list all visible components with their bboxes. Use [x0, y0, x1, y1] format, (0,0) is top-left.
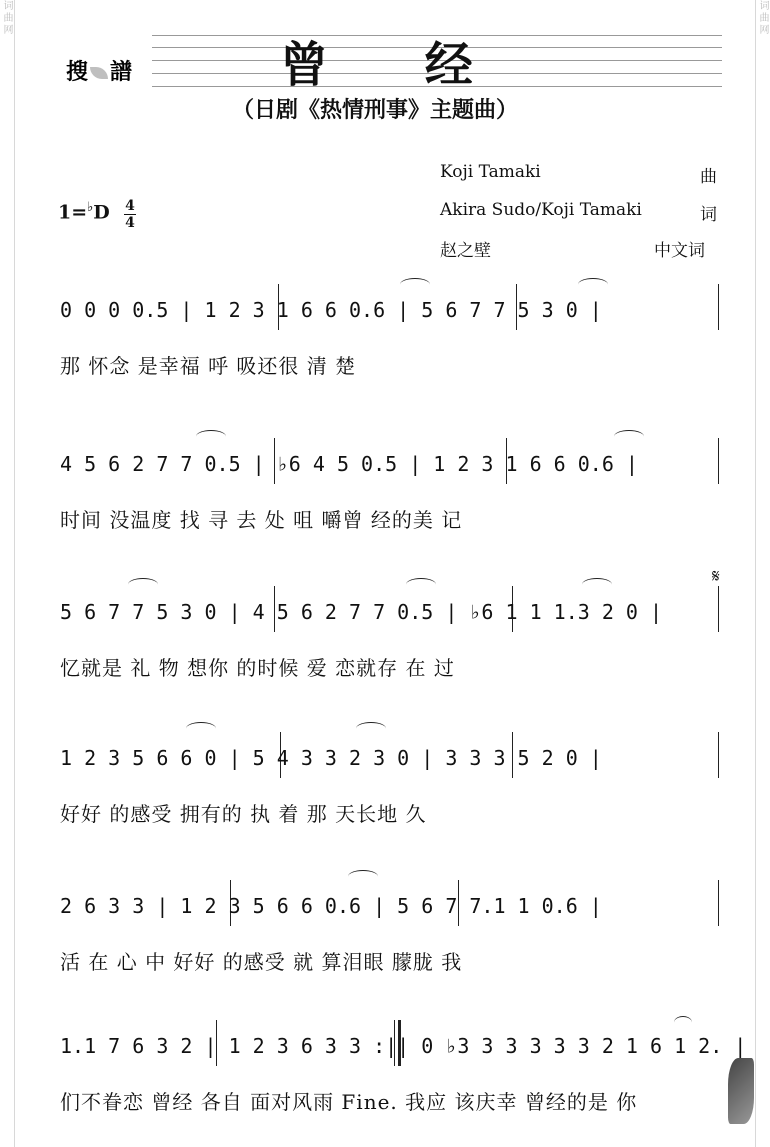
- tie-mark: [356, 722, 386, 735]
- tie-mark: [128, 578, 158, 591]
- credit-composer-role: 曲: [700, 167, 717, 187]
- lyric-line: 那 怀念 是幸福 呼 吸还很 清 楚: [60, 354, 357, 378]
- notation-line: 0 0 0 0.5 | 1 2 3 1 6 6 0.6 | 5 6 7 7 5 3 0 |: [60, 298, 602, 322]
- credit-chinese-lyricist-name: 赵之壁: [440, 241, 491, 261]
- tie-mark: [348, 870, 378, 883]
- notation-line: 2 6 3 3 | 1 2 3 5 6 6 0.6 | 5 6 7 7.1 1 0.6 |: [60, 894, 602, 918]
- logo-text-left: 搜: [66, 60, 89, 85]
- lyric-line: 好好 的感受 拥有的 执 着 那 天长地 久: [60, 802, 427, 826]
- decorative-brush-image: [728, 1058, 754, 1124]
- credit-chinese-lyricist-role: 中文词: [654, 241, 705, 261]
- score-row: [60, 894, 730, 984]
- right-edge-watermark: 词曲网: [755, 0, 770, 1147]
- time-signature: 4 4: [125, 198, 135, 231]
- lyric-line: 活 在 心 中 好好 的感受 就 算泪眼 朦胧 我: [60, 950, 463, 974]
- score-row: [60, 298, 730, 388]
- left-edge-watermark: 词曲网: [0, 0, 15, 1147]
- notation-line: 1.1 7 6 3 2 | 1 2 3 6 3 3 :|| 0 ♭3 3 3 3 3 3 2 1 6 1 2. |: [60, 1034, 747, 1058]
- tie-mark: [578, 278, 608, 291]
- leaf-icon: [90, 67, 108, 79]
- tie-mark: [400, 278, 430, 291]
- tie-mark: [196, 430, 226, 443]
- lyric-line: 时间 没温度 找 寻 去 处 咀 嚼曾 经的美 记: [60, 508, 463, 532]
- notation-line: 1 2 3 5 6 6 0 | 5 4 3 3 2 3 0 | 3 3 3 5 2 0 |: [60, 746, 602, 770]
- notation-line: 4 5 6 2 7 7 0.5 | ♭6 4 5 0.5 | 1 2 3 1 6 6 0.6 |: [60, 452, 638, 476]
- credit-composer-name: Koji Tamaki: [440, 162, 541, 182]
- tie-mark: [406, 578, 436, 591]
- tie-mark: [674, 1016, 692, 1029]
- credit-lyricist-role: 词: [700, 205, 717, 225]
- song-subtitle: （日剧《热情刑事》主题曲）: [232, 98, 519, 123]
- tie-mark: [186, 722, 216, 735]
- credit-lyricist-name: Akira Sudo/Koji Tamaki: [440, 200, 642, 220]
- score-row: [60, 566, 730, 690]
- tie-mark: [614, 430, 644, 443]
- score-row: [60, 452, 730, 542]
- segno-sign: 𝄋: [712, 566, 720, 587]
- score-row: [60, 746, 730, 836]
- key-signature: 1=♭D: [58, 200, 110, 224]
- lyric-line: 们不眷恋 曾经 各自 面对风雨 Fine. 我应 该庆幸 曾经的是 你: [60, 1090, 638, 1114]
- tie-mark: [582, 578, 612, 591]
- site-logo[interactable]: [66, 55, 132, 86]
- logo-text-right: 譜: [110, 60, 133, 85]
- notation-line: 5 6 7 7 5 3 0 | 4 5 6 2 7 7 0.5 | ♭6 1 1 1.3 2 0 |: [60, 600, 663, 624]
- lyric-line: 忆就是 礼 物 想你 的时候 爱 恋就存 在 过: [60, 656, 455, 680]
- song-title: 曾 经: [280, 37, 513, 93]
- score-row: [60, 1034, 747, 1124]
